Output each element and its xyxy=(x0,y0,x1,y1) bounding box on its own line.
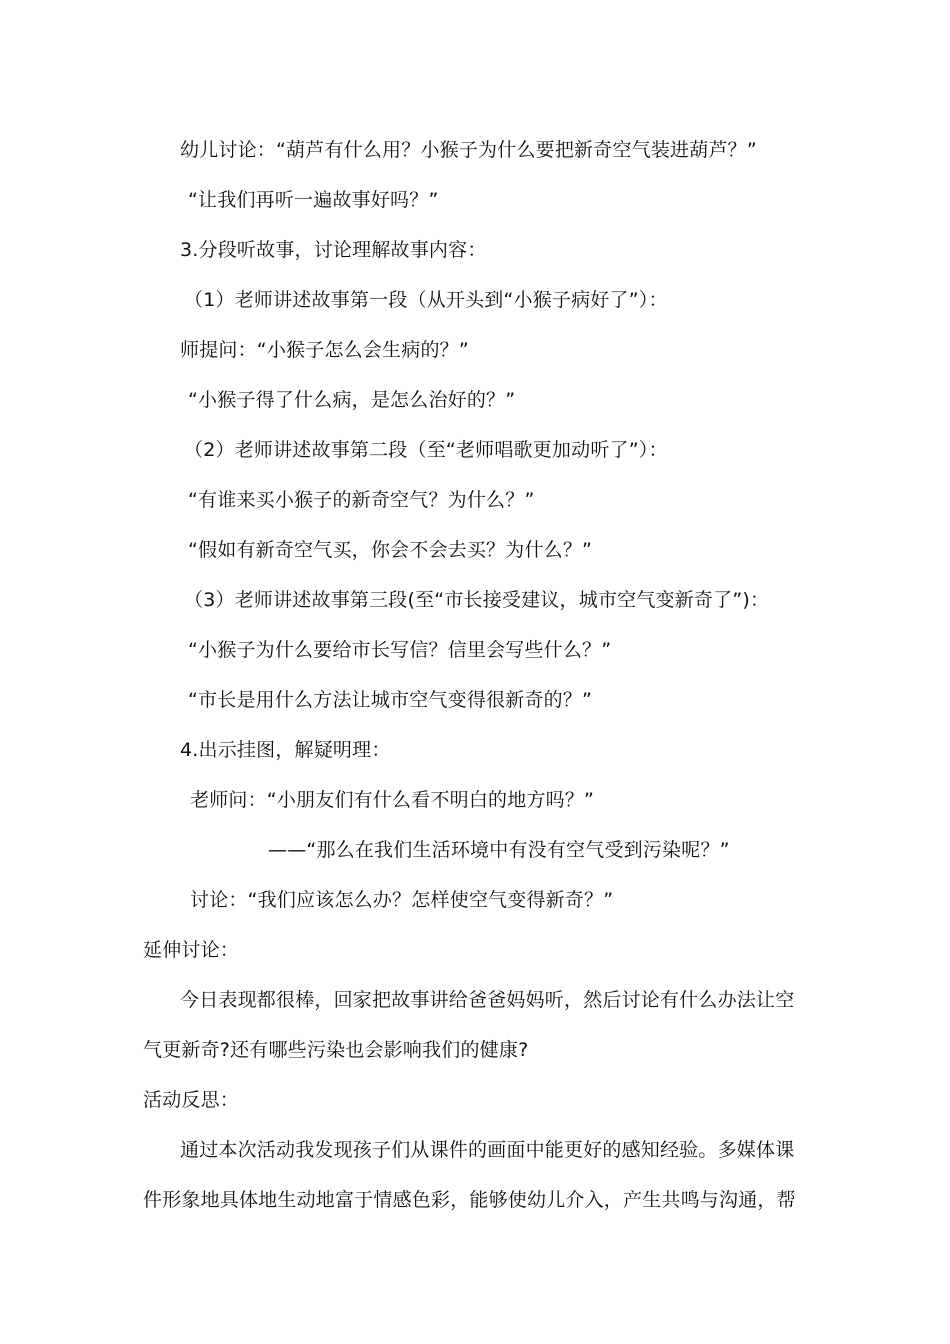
paragraph-line: （1）老师讲述故事第一段（从开头到“小猴子病好了”）： xyxy=(184,289,668,311)
paragraph-line: “市长是用什么方法让城市空气变得很新奇的？” xyxy=(188,689,593,711)
paragraph-line: 幼儿讨论：“葫芦有什么用？小猴子为什么要把新奇空气装进葫芦？” xyxy=(180,139,757,161)
paragraph-line: “假如有新奇空气买，你会不会去买？为什么？” xyxy=(188,539,593,561)
paragraph-line: 气更新奇?还有哪些污染也会影响我们的健康? xyxy=(143,1039,529,1061)
paragraph-line: ——“那么在我们生活环境中有没有空气受到污染呢？” xyxy=(268,839,730,861)
section-heading: 活动反思： xyxy=(143,1089,240,1111)
section-heading: 4.出示挂图，解疑明理： xyxy=(180,739,391,761)
section-heading: 3.分段听故事，讨论理解故事内容： xyxy=(180,239,487,261)
paragraph-line: “小猴子为什么要给市长写信？信里会写些什么？” xyxy=(188,639,612,661)
paragraph-line: 老师问：“小朋友们有什么看不明白的地方吗？” xyxy=(190,789,595,811)
paragraph-line: 讨论：“我们应该怎么办？怎样使空气变得新奇？” xyxy=(190,889,614,911)
paragraph-line: 通过本次活动我发现孩子们从课件的画面中能更好的感知经验。多媒体课 xyxy=(180,1139,795,1161)
paragraph-line: “小猴子得了什么病，是怎么治好的？” xyxy=(188,389,516,411)
paragraph-line: 件形象地具体地生动地富于情感色彩，能够使幼儿介入，产生共鸣与沟通，帮 xyxy=(143,1189,796,1211)
section-heading: 延伸讨论： xyxy=(143,939,240,961)
paragraph-line: 师提问：“小猴子怎么会生病的？” xyxy=(180,339,469,361)
paragraph-line: “让我们再听一遍故事好吗？” xyxy=(188,189,439,211)
paragraph-line: “有谁来买小猴子的新奇空气？为什么？” xyxy=(188,489,535,511)
paragraph-line: （2）老师讲述故事第二段（至“老师唱歌更加动听了”）： xyxy=(184,439,668,461)
paragraph-line: （3）老师讲述故事第三段(至“市长接受建议，城市空气变新奇了”)： xyxy=(184,589,770,611)
paragraph-line: 今日表现都很棒，回家把故事讲给爸爸妈妈听，然后讨论有什么办法让空 xyxy=(180,989,795,1011)
